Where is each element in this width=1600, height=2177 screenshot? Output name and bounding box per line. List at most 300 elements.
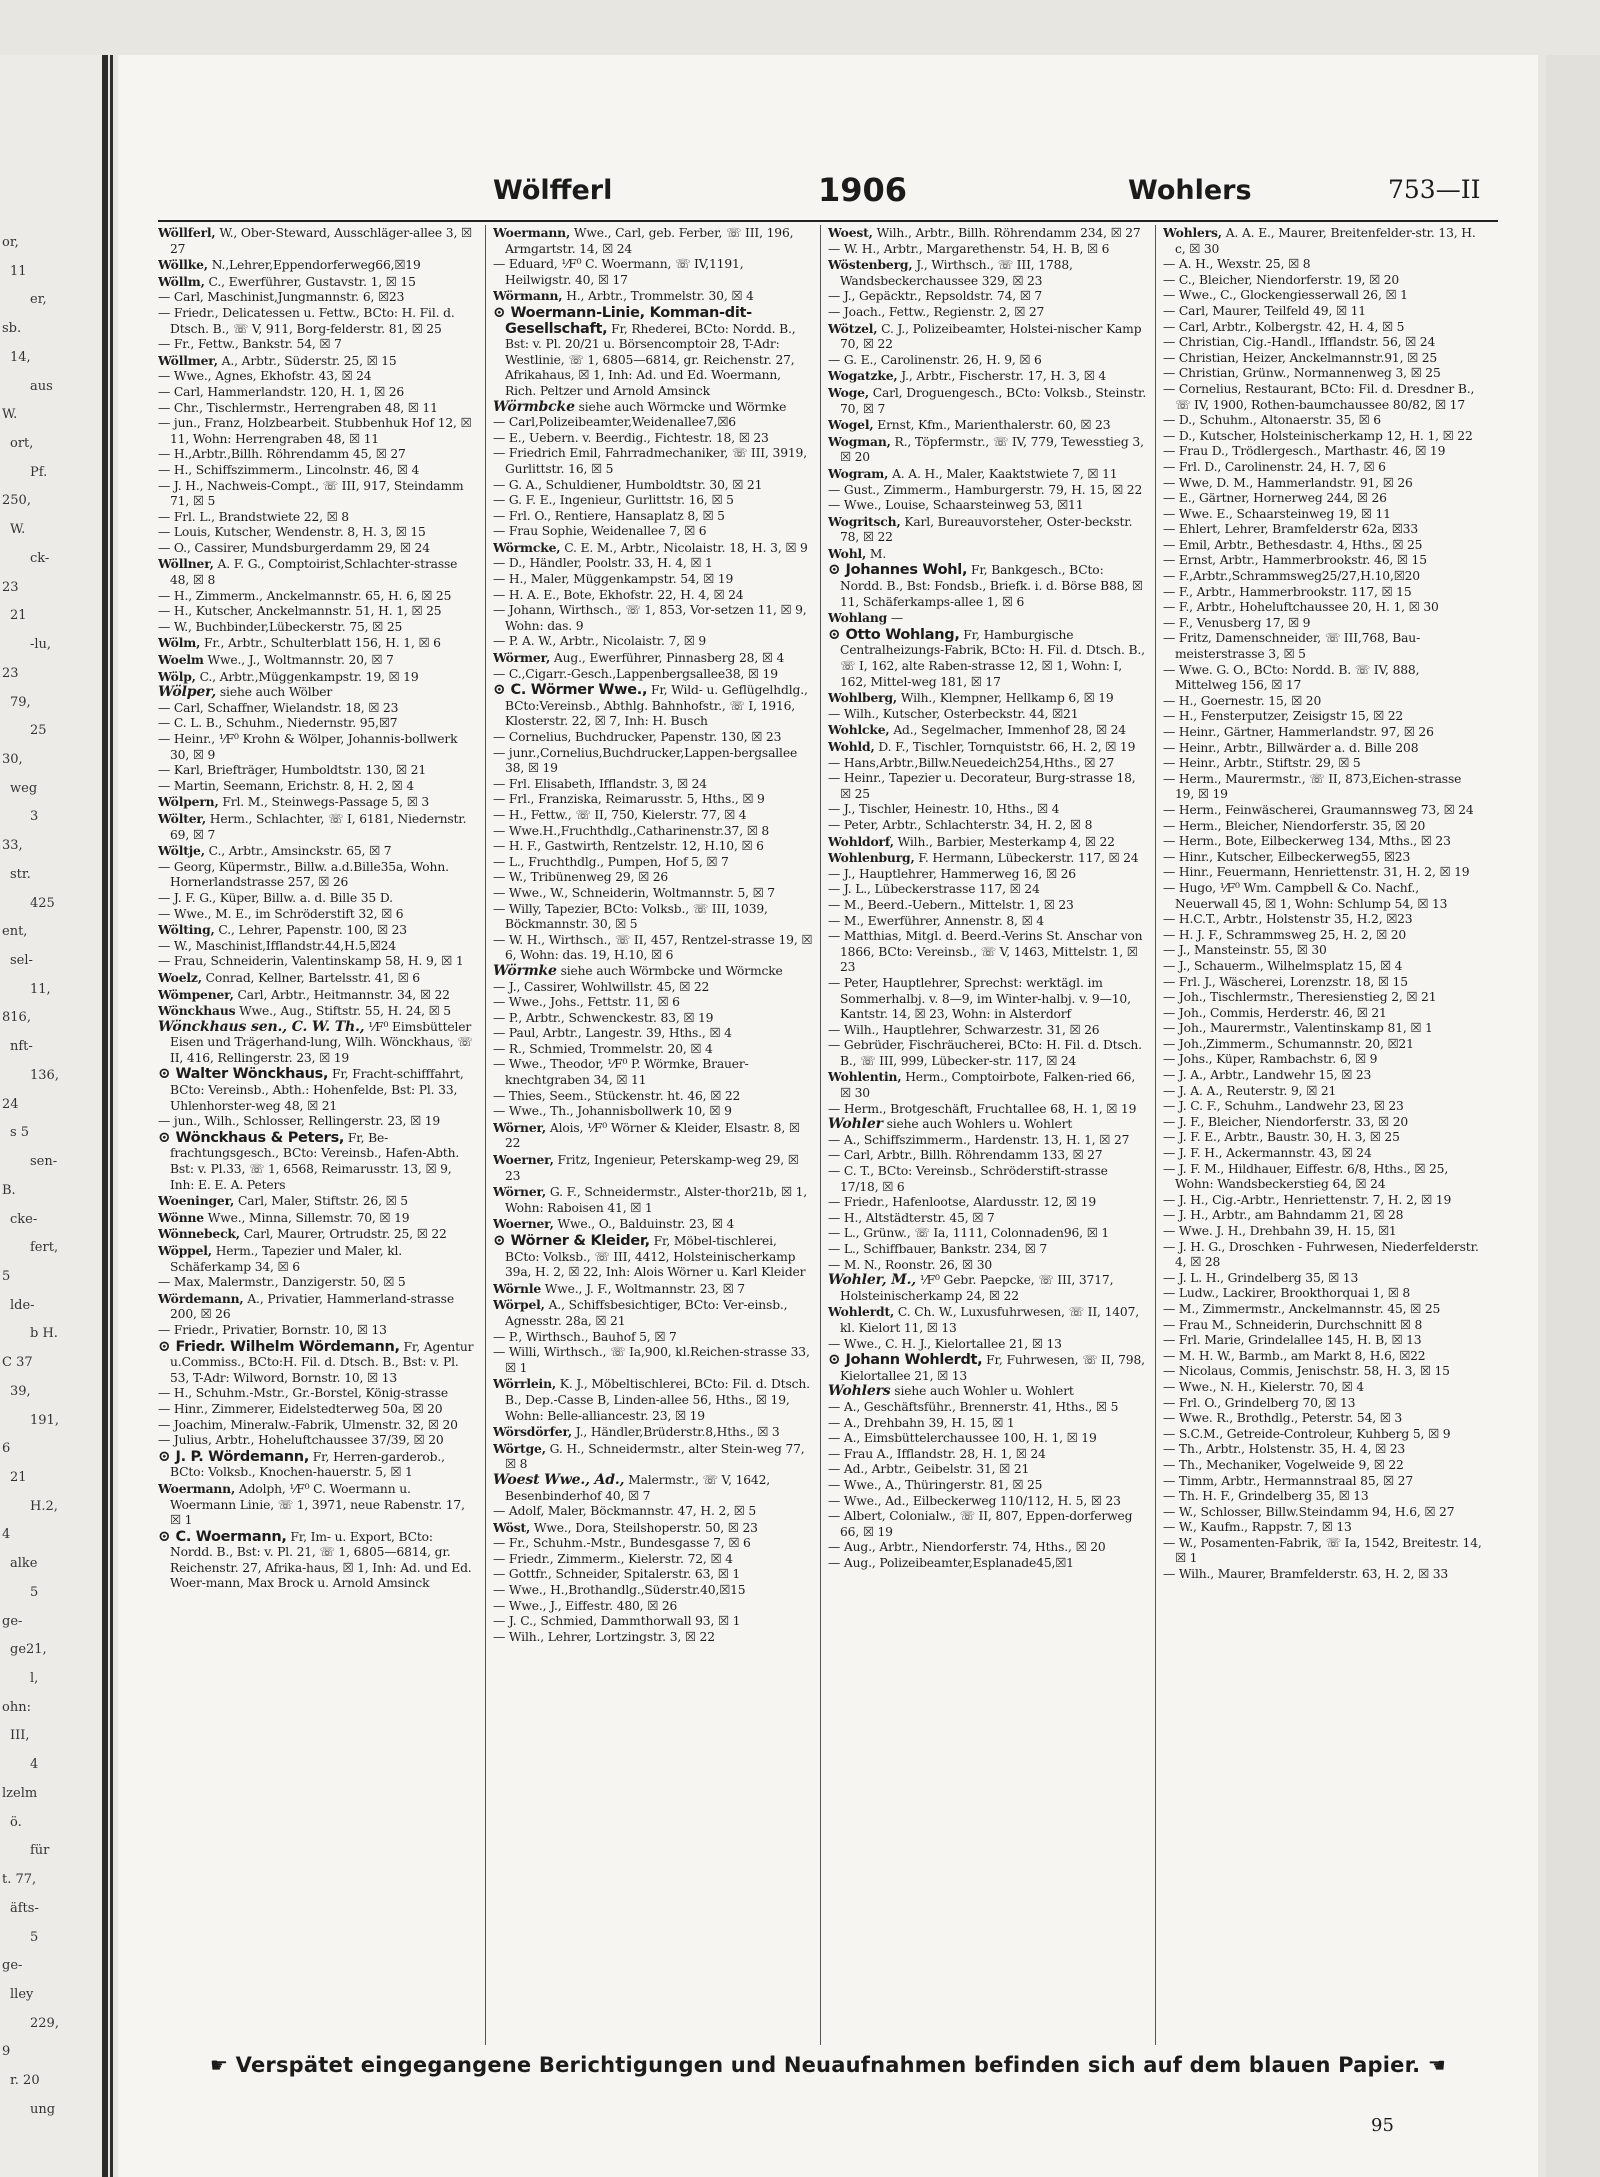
entry-details: W., Ober-Steward, Ausschläger-allee 3, ☒ 27: [170, 226, 472, 256]
directory-entry: [828, 898, 1148, 914]
directory-entry: [1163, 1271, 1483, 1287]
directory-entry: [828, 976, 1148, 1023]
firm-name: C. Wörmer Wwe.,: [510, 682, 648, 699]
firm-marker-icon: ⊙: [828, 1350, 846, 1369]
directory-entry: [828, 546, 1148, 563]
directory-entry: [493, 682, 813, 730]
entry-details: — J. F. E., Arbtr., Baustr. 30, H. 3, ☒ 25: [1163, 1130, 1400, 1145]
directory-entry: [493, 524, 813, 540]
entry-details: — J. F. H., Ackermannstr. 43, ☒ 24: [1163, 1146, 1372, 1161]
directory-entry: [1163, 600, 1483, 616]
entry-details: — J., Cassirer, Wohlwillstr. 45, ☒ 22: [493, 979, 710, 994]
directory-entry: [158, 970, 478, 987]
entry-details: — Fr., Schuhm.-Mstr., Bundesgasse 7, ☒ 6: [493, 1536, 751, 1551]
entry-details: — Wwe., Louise, Schaarsteinweg 53, ☒11: [828, 498, 1084, 513]
entry-details: — Frl. Marie, Grindelallee 145, H. B, ☒ 13: [1163, 1333, 1422, 1348]
entry-details: — Fritz, Damenschneider, ☏ III,768, Bau-meisterstrasse 3, ☒ 5: [1163, 631, 1421, 662]
directory-entry: [1163, 304, 1483, 320]
directory-entry: [1163, 959, 1483, 975]
directory-entry: [1163, 1396, 1483, 1412]
entry-surname: Wöst,: [493, 1519, 531, 1535]
entry-surname: Wöllferl,: [158, 225, 216, 240]
entry-details: C. E. M., Arbtr., Nicolaistr. 18, H. 3, ☒ 9: [564, 540, 808, 555]
directory-entry: [493, 730, 813, 746]
column-4: [1163, 225, 1483, 2045]
entry-details: — Christian, Grünw., Normannenweg 3, ☒ 25: [1163, 366, 1441, 381]
directory-entry: [828, 368, 1148, 385]
directory-entry: [1163, 850, 1483, 866]
entry-surname: Wöltje,: [158, 843, 205, 859]
directory-entry: [1163, 1006, 1483, 1022]
running-header: [118, 171, 1538, 215]
adjacent-page-fragment: 79,: [10, 694, 31, 710]
entry-details: — Herm., Bote, Eilbeckerweg 134, Mths., ☒ 23: [1163, 834, 1451, 849]
entry-details: — Frau A., Ifflandstr. 28, H. 1, ☒ 24: [828, 1446, 1046, 1461]
directory-entry: [828, 1447, 1148, 1463]
directory-entry: [158, 1418, 478, 1434]
directory-entry: [1163, 1208, 1483, 1224]
directory-entry: [158, 1020, 478, 1067]
directory-entry: [158, 369, 478, 385]
column-divider: [820, 225, 821, 2045]
entry-details: — Wwe., Agnes, Ekhofstr. 43, ☒ 24: [158, 369, 372, 384]
directory-entry: [493, 288, 813, 305]
entry-details: — Frl. J., Wäscherei, Lorenzstr. 18, ☒ 15: [1163, 974, 1408, 989]
entry-surname: Woermann,: [493, 225, 571, 240]
directory-entry: [158, 306, 478, 337]
entry-cross-reference-head: Woest Wwe., Ad.,: [493, 1471, 625, 1488]
adjacent-page-fragment: sb.: [2, 321, 22, 337]
directory-entry: [1163, 1084, 1483, 1100]
footer-notice: [118, 2053, 1538, 2093]
entry-details: — A., Schiffszimmerm., Hardenstr. 13, H. 1, ☒ 27: [828, 1132, 1130, 1147]
entry-details: — Wwe., W., Schneiderin, Woltmannstr. 5, ☒ 7: [493, 885, 775, 900]
directory-entry: [1163, 257, 1483, 273]
directory-entry: [1163, 1349, 1483, 1365]
directory-entry: [493, 400, 813, 416]
directory-entry: [493, 792, 813, 808]
directory-entry: [1163, 912, 1483, 928]
entry-details: Herm., Comptoirbote, Falken-ried 66, ☒ 30: [840, 1070, 1136, 1101]
entry-details: — Frl. L., Brandstwiete 22, ☒ 8: [158, 509, 349, 524]
directory-entry: [1163, 616, 1483, 632]
directory-entry: [493, 431, 813, 447]
entry-details: — Wilh., Lehrer, Lortzingstr. 3, ☒ 22: [493, 1629, 715, 1644]
directory-entry: [828, 739, 1148, 756]
directory-entry: [493, 933, 813, 964]
directory-entry: [1163, 725, 1483, 741]
directory-entry: [493, 1011, 813, 1027]
entry-details: — Thies, Seem., Stückenstr. ht. 46, ☒ 22: [493, 1088, 741, 1103]
entry-details: — H., Fettw., ☏ II, 750, Kielerstr. 77, ☒ 4: [493, 807, 747, 822]
entry-surname: Wölting,: [158, 922, 215, 938]
directory-entry: [828, 466, 1148, 483]
directory-entry: [1163, 225, 1483, 257]
entry-details: — Carl, Arbtr., Billh. Röhrendamm 133, ☒ 27: [828, 1148, 1103, 1163]
entry-details: — J., Gepäcktr., Repsoldstr. 74, ☒ 7: [828, 289, 1043, 304]
entry-details: Fr, Möbel-tischlerei, BCto: Volksb., ☏ III, 4412, Holsteinischerkamp 39a, H. 2, ☒ 22, Inh: Alois Wörner u. Karl Kleider: [505, 1234, 806, 1280]
directory-entry: [1163, 1458, 1483, 1474]
adjacent-page-fragment: ge-: [2, 1958, 23, 1974]
entry-surname: Wölter,: [158, 810, 206, 826]
entry-details: — J., Hauptlehrer, Hammerweg 16, ☒ 26: [828, 866, 1076, 881]
adjacent-page-fragment: 136,: [30, 1067, 59, 1083]
entry-details: — Aug., Polizeibeamter,Esplanade45,☒1: [828, 1555, 1074, 1570]
entry-surname: Wölpern,: [158, 794, 219, 810]
adjacent-page-fragment: 3: [30, 809, 39, 825]
entry-surname: Wördemann,: [158, 1290, 244, 1306]
entry-surname: Woerner,: [493, 1216, 554, 1232]
entry-details: R., Töpfermstr., ☏ IV, 779, Tewesstieg 3, ☒ 20: [840, 434, 1144, 465]
entry-details: — J., Schauerm., Wilhelmsplatz 15, ☒ 4: [1163, 958, 1403, 973]
entry-details: — Max, Malermstr., Danzigerstr. 50, ☒ 5: [158, 1275, 406, 1290]
entry-details: — J. L. H., Grindelberg 35, ☒ 13: [1163, 1270, 1359, 1285]
entry-details: — Wwe. R., Brothdlg., Peterstr. 54, ☒ 3: [1163, 1411, 1403, 1426]
adjacent-page-fragment: 33,: [2, 838, 23, 854]
directory-entry: [828, 353, 1148, 369]
entry-details: — W. H., Wirthsch., ☏ II, 457, Rentzel-strasse 19, ☒ 6, Wohn: das. 19, H.10, ☒ 6: [493, 932, 813, 963]
entry-details: — M., Beerd.-Uebern., Mittelstr. 1, ☒ 23: [828, 897, 1074, 912]
entry-details: — J. A., Arbtr., Landwehr 15, ☒ 23: [1163, 1068, 1372, 1083]
directory-entry: [158, 811, 478, 843]
adjacent-page-fragment: ge21,: [10, 1642, 47, 1658]
entry-surname: Wogatzke,: [828, 368, 898, 384]
directory-entry: [1163, 507, 1483, 523]
directory-entry: [158, 257, 478, 274]
directory-entry: [158, 1193, 478, 1210]
directory-entry: [828, 834, 1148, 851]
entry-details: Fr, Fuhrwesen, ☏ II, 798, Kielortallee 21, ☒ 13: [840, 1353, 1145, 1383]
entry-details: — C.,Cigarr.-Gesch.,Lappenbergsallee38, ☒ 19: [493, 666, 778, 681]
adjacent-page-fragment: lzelm: [2, 1785, 38, 1801]
directory-entry: [828, 434, 1148, 466]
entry-details: Wwe., Dora, Steilshoperstr. 50, ☒ 23: [533, 1520, 758, 1535]
entry-details: — Wwe, D. M., Hammerlandstr. 91, ☒ 26: [1163, 475, 1413, 490]
entry-details: — W., Schlosser, Billw.Steindamm 94, H.6, ☒ 27: [1163, 1504, 1455, 1519]
adjacent-page-fragment: 11: [10, 263, 27, 279]
directory-entry: [493, 650, 813, 667]
entry-details: — P., Wirthsch., Bauhof 5, ☒ 7: [493, 1329, 677, 1344]
entry-details: — Frau Sophie, Weidenallee 7, ☒ 6: [493, 524, 707, 539]
entry-details: J., Arbtr., Fischerstr. 17, H. 3, ☒ 4: [901, 369, 1106, 384]
entry-details: — Carl, Schaffner, Wielandstr. 18, ☒ 23: [158, 700, 399, 715]
entry-details: — A., Eimsbüttelerchaussee 100, H. 1, ☒ 19: [828, 1431, 1097, 1446]
directory-entry: [493, 746, 813, 777]
column-2: [493, 225, 813, 2045]
directory-entry: [828, 417, 1148, 434]
entry-details: — Joachim, Mineralw.-Fabrik, Ulmenstr. 32, ☒ 20: [158, 1417, 458, 1432]
entry-details: A., Arbtr., Süderstr. 25, ☒ 15: [221, 353, 397, 368]
adjacent-page-fragment: ung: [30, 2101, 56, 2117]
directory-entry: [493, 1184, 813, 1216]
directory-entry: [1163, 273, 1483, 289]
entry-details: A. A. H., Maler, Kaaktstwiete 7, ☒ 11: [892, 466, 1118, 481]
entry-details: — Wwe. J. H., Drehbahn 39, H. 15, ☒1: [1163, 1224, 1397, 1238]
directory-entry: [1163, 1037, 1483, 1053]
directory-entry: [828, 1400, 1148, 1416]
directory-entry: [1163, 1520, 1483, 1536]
directory-entry: [158, 1127, 478, 1193]
directory-entry: [1163, 943, 1483, 959]
entry-details: — L., Schiffbauer, Bankstr. 234, ☒ 7: [828, 1242, 1048, 1256]
directory-entry: [1163, 772, 1483, 803]
entry-details: — F.,Arbtr.,Schrammsweg25/27,H.10,☒20: [1163, 569, 1420, 584]
firm-name: Friedr. Wilhelm Wördemann,: [175, 1338, 400, 1355]
firm-marker-icon: ⊙: [158, 1336, 176, 1355]
entry-details: — Heinr., Arbtr., Stiftstr. 29, ☒ 5: [1163, 756, 1361, 771]
directory-entry: [828, 1273, 1148, 1304]
directory-entry: [1163, 522, 1483, 538]
directory-entry: [828, 1148, 1148, 1164]
entry-details: C. J., Polizeibeamter, Holstei-nischer Kamp 70, ☒ 22: [840, 321, 1142, 352]
entry-details: — E., Gärtner, Hornerweg 244, ☒ 26: [1163, 491, 1387, 506]
entry-details: — J. F., Bleicher, Niendorferstr. 33, ☒ 20: [1163, 1114, 1409, 1129]
adjacent-page-fragment: III,: [10, 1728, 30, 1744]
directory-entry: [828, 225, 1148, 242]
entry-details: F. Hermann, Lübeckerstr. 117, ☒ 24: [918, 851, 1139, 866]
directory-entry: [158, 416, 478, 447]
directory-entry: [828, 305, 1148, 321]
entry-details: — Cornelius, Restaurant, BCto: Fil. d. Dresdner B., ☏ IV, 1900, Rothen-baumchaussee 80/82, ☒ 17: [1163, 381, 1475, 412]
scan-right-margin: [1546, 55, 1600, 2177]
entry-details: — G. F. E., Ingenieur, Gurlittstr. 16, ☒ 5: [493, 493, 734, 508]
directory-entry: [828, 1069, 1148, 1101]
directory-entry: [1163, 865, 1483, 881]
adjacent-page-fragment: B.: [2, 1182, 16, 1198]
directory-entry: [1163, 1380, 1483, 1396]
entry-surname: Wörnle: [493, 1280, 542, 1296]
entry-surname: Wohlcke,: [828, 722, 890, 738]
directory-entry: [493, 1120, 813, 1152]
directory-entry: [158, 763, 478, 779]
entry-details: — Hinr., Feuermann, Henriettenstr. 31, H. 2, ☒ 19: [1163, 865, 1470, 880]
entry-details: — P. A. W., Arbtr., Nicolaistr. 7, ☒ 9: [493, 634, 707, 649]
directory-entry: [828, 867, 1148, 883]
entry-surname: Wohlentin,: [828, 1069, 902, 1085]
directory-entry: [1163, 1099, 1483, 1115]
entry-details: — Johann, Wirthsch., ☏ 1, 853, Vor-setzen 11, ☒ 9, Wohn: das. 9: [493, 603, 807, 633]
directory-entry: [828, 929, 1148, 976]
entry-details: — S.C.M., Getreide-Controleur, Kuhberg 5, ☒ 9: [1163, 1426, 1451, 1441]
entry-details: siehe auch Wörmbcke und Wörmcke: [560, 963, 783, 978]
entry-surname: Woerner,: [493, 1152, 554, 1168]
directory-entry: [828, 802, 1148, 818]
firm-marker-icon: ⊙: [493, 1231, 511, 1249]
entry-surname: Wogman,: [828, 433, 891, 449]
entry-surname: Wörrlein,: [493, 1376, 557, 1392]
entry-surname: Wörner,: [493, 1119, 547, 1135]
directory-entry: [828, 1494, 1148, 1510]
entry-details: — H. F., Gastwirth, Rentzelstr. 12, H.10, ☒ 6: [493, 839, 764, 854]
entry-surname: Wohlerdt,: [828, 1304, 895, 1320]
directory-entry: [493, 667, 813, 683]
entry-details: — Wwe.H.,Fruchthdlg.,Catharinenstr.37, ☒ 8: [493, 823, 770, 838]
entry-surname: Wöllke,: [158, 257, 208, 273]
directory-entry: [493, 1152, 813, 1184]
directory-entry: [158, 907, 478, 923]
directory-entry: [493, 1473, 813, 1504]
directory-entry: [493, 964, 813, 980]
directory-entry: [1163, 1489, 1483, 1505]
entry-details: — O., Cassirer, Mundsburgerdamm 29, ☒ 24: [158, 540, 430, 555]
entry-details: — Friedr., Zimmerm., Kielerstr. 72, ☒ 4: [493, 1551, 733, 1566]
directory-entry: [1163, 569, 1483, 585]
entry-details: Wilh., Klempner, Hellkamp 6, ☒ 19: [900, 691, 1114, 706]
entry-details: A. F. G., Comptoirist,Schlachter-strasse 48, ☒ 8: [170, 557, 458, 588]
entry-surname: Woge,: [828, 384, 869, 400]
directory-entry: [828, 722, 1148, 739]
entry-details: Wwe., Minna, Sillemstr. 70, ☒ 19: [207, 1210, 410, 1225]
directory-entry: [1163, 476, 1483, 492]
directory-entry: [828, 850, 1148, 867]
adjacent-page-fragment: 816,: [2, 1010, 31, 1026]
entry-details: — Wwe., Th., Johannisbollwerk 10, ☒ 9: [493, 1104, 732, 1119]
directory-entry: [493, 1599, 813, 1615]
entry-details: Wwe., J. F., Woltmannstr. 23, ☒ 7: [544, 1281, 745, 1296]
entry-details: — Paul, Arbtr., Langestr. 39, Hths., ☒ 4: [493, 1026, 732, 1041]
directory-entry: [158, 1336, 478, 1387]
directory-entry: [493, 1614, 813, 1630]
entry-details: — H., Zimmerm., Anckelmannstr. 65, H. 6, ☒ 25: [158, 588, 452, 603]
directory-entry: [828, 1337, 1148, 1353]
adjacent-page-fragment: 21: [10, 1469, 27, 1485]
entry-cross-reference-head: Wohler, M.,: [828, 1272, 917, 1289]
directory-entry: [158, 1114, 478, 1130]
entry-surname: Wöllmer,: [158, 352, 218, 368]
directory-entry: [828, 1195, 1148, 1211]
entry-details: — A., Geschäftsführ., Brennerstr. 41, Hths., ☒ 5: [828, 1399, 1119, 1414]
entry-details: — J. H. G., Droschken - Fuhrwesen, Niederfelderstr. 4, ☒ 28: [1163, 1239, 1479, 1270]
entry-details: — Joh.,Zimmerm., Schumannstr. 20, ☒21: [1163, 1036, 1414, 1051]
directory-entry: [158, 353, 478, 370]
directory-entry: [1163, 460, 1483, 476]
entry-details: — Frl. O., Grindelberg 70, ☒ 13: [1163, 1395, 1356, 1410]
directory-entry: [1163, 1505, 1483, 1521]
directory-entry: [493, 1376, 813, 1424]
entry-details: — Matthias, Mitgl. d. Beerd.-Verins St. Anschar von 1866, BCto: Vereinsb., ☏ V, 1463, Mittelstr. 1, ☒ 23: [828, 929, 1143, 975]
entry-surname: Wörmann,: [493, 288, 563, 304]
directory-entry: [493, 588, 813, 604]
adjacent-page-fragment: 5: [30, 1584, 39, 1600]
directory-entry: [828, 321, 1148, 353]
entry-details: Fr, Rhederei, BCto: Nordd. B., Bst: v. Pl. 20/21 u. Börsencomptoir 28, T-Adr: Westlinie, ☏ 1, 6805—6814, gr. Reichenstr. 27, Afrikahaus, ☒ 1, Inh: Ad. und Ed. Woermann, Rich. Peltzer und Arnold Amsinck: [505, 321, 796, 398]
entry-surname: Woelz,: [158, 969, 202, 985]
entry-details: — Hinr., Kutscher, Eilbeckerweg55, ☒23: [1163, 849, 1411, 864]
entry-details: — Peter, Arbtr., Schlachterstr. 34, H. 2, ☒ 8: [828, 817, 1093, 832]
entry-details: — Carl, Arbtr., Kolbergstr. 42, H. 4, ☒ 5: [1163, 319, 1405, 334]
entry-details: — Hans,Arbtr.,Billw.Neuedeich254,Hths., ☒ 27: [828, 755, 1115, 770]
entry-details: — J. H., Cig.-Arbtr., Henriettenstr. 7, H. 2, ☒ 19: [1163, 1192, 1452, 1207]
directory-entry: [158, 701, 478, 717]
entry-details: — H., Schuhm.-Mstr., Gr.-Borstel, König-strasse: [158, 1386, 449, 1401]
directory-entry: [158, 479, 478, 510]
entry-details: — Johs., Küper, Rambachstr. 6, ☒ 9: [1163, 1052, 1378, 1067]
firm-name: Wörner & Kleider,: [510, 1233, 650, 1249]
entry-details: — F., Venusberg 17, ☒ 9: [1163, 615, 1311, 630]
directory-entry: [1163, 1224, 1483, 1240]
directory-entry: [1163, 413, 1483, 429]
entry-details: — W., Buchbinder,Lübeckerstr. 75, ☒ 25: [158, 619, 403, 634]
directory-entry: [1163, 444, 1483, 460]
directory-entry: [1163, 1162, 1483, 1193]
entry-details: Herm., Tapezier und Maler, kl. Schäferkamp 34, ☒ 6: [170, 1244, 403, 1274]
directory-entry: [828, 1133, 1148, 1149]
entry-details: — Wwe., J., Eiffestr. 480, ☒ 26: [493, 1598, 678, 1613]
entry-details: — Adolf, Maler, Böckmannstr. 47, H. 2, ☒ 5: [493, 1504, 757, 1519]
entry-details: — Heinr., Tapezier u. Decorateur, Burg-strasse 18, ☒ 25: [828, 771, 1136, 801]
directory-entry: [158, 716, 478, 732]
header-rule: [158, 220, 1498, 222]
entry-details: — Wilh., Kutscher, Osterbeckstr. 44, ☒21: [828, 706, 1079, 721]
entry-surname: Wohlberg,: [828, 690, 898, 706]
entry-details: — H., Maler, Müggenkampstr. 54, ☒ 19: [493, 572, 734, 587]
directory-entry: [493, 302, 813, 400]
entry-surname: Wohld,: [828, 739, 875, 754]
directory-entry: [1163, 1193, 1483, 1209]
directory-entry: [828, 1540, 1148, 1556]
entry-details: — Frau, Schneiderin, Valentinskamp 58, H. 9, ☒ 1: [158, 954, 464, 969]
entry-details: — Heinr., ⅟F⁰ Krohn & Wölper, Johannis-bollwerk 30, ☒ 9: [158, 732, 458, 762]
entry-details: Carl, Droguengesch., BCto: Volksb., Steinstr. 70, ☒ 7: [840, 385, 1147, 416]
entry-details: — J. C., Schmied, Dammthorwall 93, ☒ 1: [493, 1614, 741, 1629]
directory-entry: [1163, 1411, 1483, 1427]
directory-entry: [158, 860, 478, 891]
adjacent-page-fragment: C 37: [2, 1355, 33, 1371]
entry-surname: Woelm: [158, 652, 204, 668]
directory-entry: [158, 1066, 478, 1114]
entry-details: — Wwe. G. O., BCto: Nordd. B. ☏ IV, 888, Mittelweg 156, ☒ 17: [1163, 662, 1420, 693]
entry-details: A. A. E., Maurer, Breitenfelder-str. 13, H. c, ☒ 30: [1175, 226, 1476, 256]
entry-details: Frl. M., Steinwegs-Passage 5, ☒ 3: [222, 795, 429, 810]
directory-entry: [1163, 429, 1483, 445]
entry-details: Ernst, Kfm., Marienthalerstr. 60, ☒ 23: [877, 418, 1111, 433]
entry-surname: Wörner,: [493, 1184, 547, 1200]
adjacent-page-fragment: -lu,: [30, 637, 52, 653]
directory-entry: [493, 1630, 813, 1646]
directory-entry: [158, 604, 478, 620]
directory-entry: [493, 855, 813, 871]
directory-entry: [1163, 366, 1483, 382]
directory-entry: [1163, 990, 1483, 1006]
entry-details: — Joach., Fettw., Regienstr. 2, ☒ 27: [828, 304, 1045, 319]
entry-details: G. F., Schneidermstr., Alster-thor21b, ☒ 1, Wohn: Raboisen 41, ☒ 1: [505, 1185, 808, 1215]
entry-details: — W., Maschinist,Ifflandstr.44,H.5,☒24: [158, 938, 397, 953]
entry-details: — Wwe., C. H. J., Kielortallee 21, ☒ 13: [828, 1336, 1062, 1351]
directory-entry: [1163, 553, 1483, 569]
directory-entry: [828, 818, 1148, 834]
directory-entry: [158, 385, 478, 401]
directory-entry: [1163, 1427, 1483, 1443]
entry-details: — J. C. F., Schuhm., Landwehr 23, ☒ 23: [1163, 1099, 1404, 1114]
directory-entry: [158, 1226, 478, 1243]
entry-details: — Fr., Fettw., Bankstr. 54, ☒ 7: [158, 337, 342, 352]
entry-details: Wwe., J., Woltmannstr. 20, ☒ 7: [207, 653, 394, 668]
adjacent-page-fragment: 24: [2, 1096, 19, 1112]
entry-details: Fr, Herren-garderob., BCto: Volksb., Knochen-hauerstr. 5, ☒ 1: [170, 1449, 445, 1480]
entry-details: — Herm., Maurermstr., ☏ II, 873,Eichen-strasse 19, ☒ 19: [1163, 771, 1462, 802]
entry-surname: Woeninger,: [158, 1193, 235, 1209]
directory-entry: [158, 685, 478, 701]
firm-name: Johann Wohlerdt,: [845, 1352, 983, 1369]
directory-entry: [828, 882, 1148, 898]
directory-entry: [493, 870, 813, 886]
adjacent-page-fragment: 30,: [2, 751, 23, 767]
entry-cross-reference-head: Wölper,: [158, 684, 217, 701]
directory-entry: [828, 1117, 1148, 1133]
entry-details: — Joh., Tischlermstr., Theresienstieg 2, ☒ 21: [1163, 990, 1437, 1005]
directory-entry: [828, 1304, 1148, 1336]
entry-details: — Wwe., H.,Brothandlg.,Süderstr.40,☒15: [493, 1583, 746, 1598]
